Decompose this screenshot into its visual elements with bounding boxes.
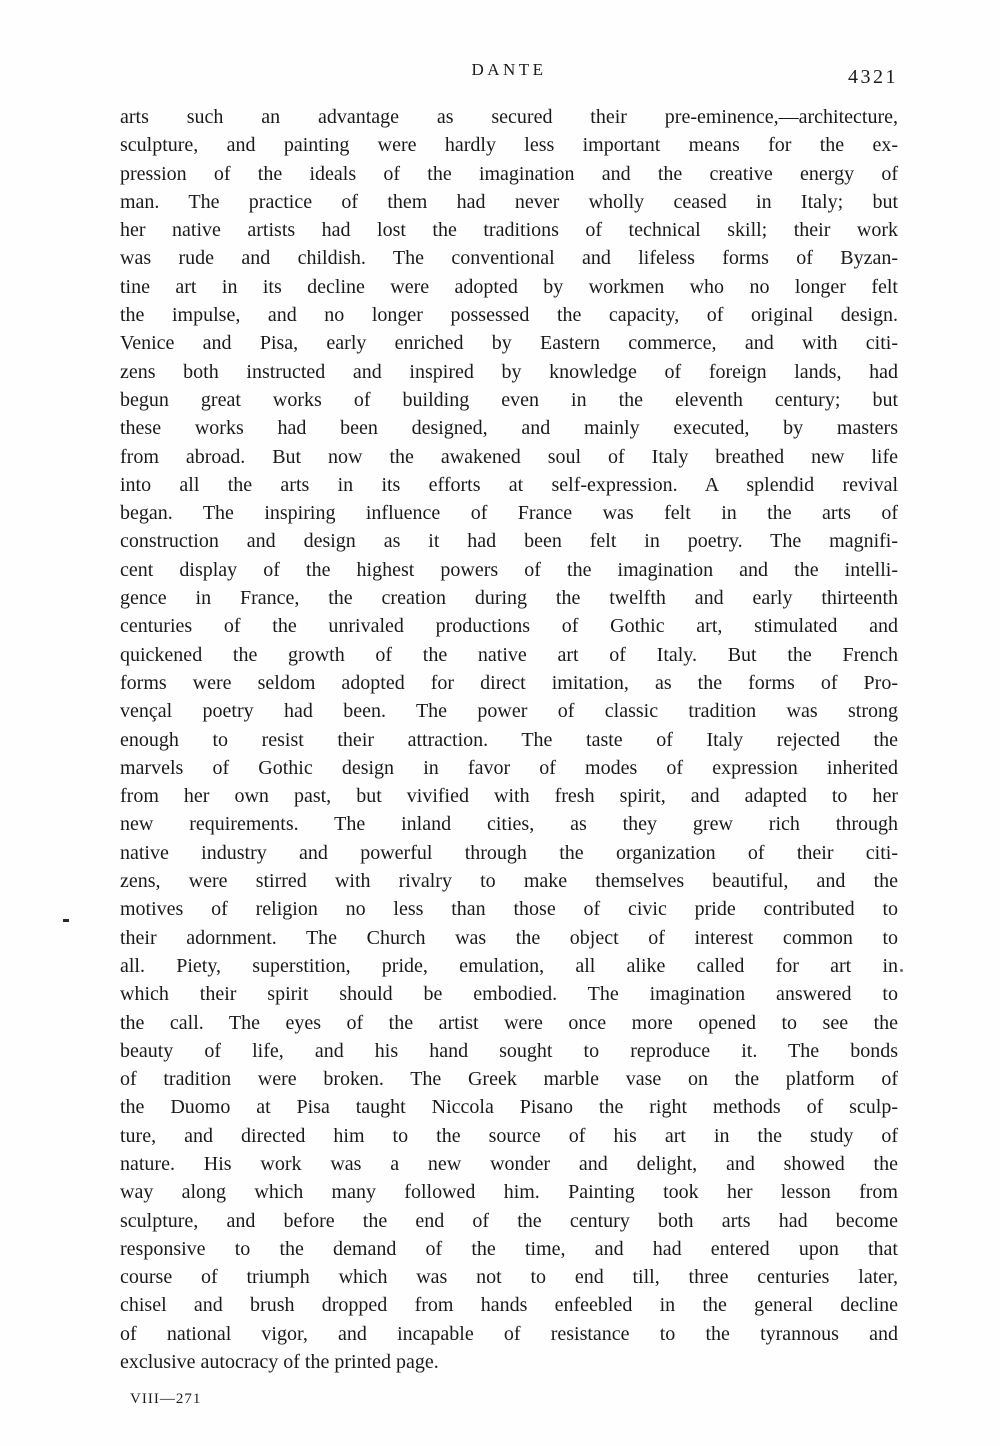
text-line: man. The practice of them had never wholly ceased in Italy; but <box>120 190 898 213</box>
text-line: from her own past, but vivified with fresh spirit, and adapted to her <box>120 785 898 808</box>
body-text <box>120 103 898 1376</box>
text-line: forms were seldom adopted for direct imitation, as the forms of Pro- <box>120 671 898 694</box>
text-line: the call. The eyes of the artist were once more opened to see the <box>120 1011 898 1034</box>
text-line: course of triumph which was not to end till, three centuries later, <box>120 1266 898 1289</box>
text-line: responsive to the demand of the time, and had entered upon that <box>120 1237 898 1260</box>
text-line: nature. His work was a new wonder and delight, and showed the <box>120 1152 898 1175</box>
text-line: new requirements. The inland cities, as they grew rich through <box>120 813 898 836</box>
text-line: quickened the growth of the native art of Italy. But the French <box>120 643 898 666</box>
text-line: tine art in its decline were adopted by workmen who no longer felt <box>120 275 898 298</box>
text-line: the impulse, and no longer possessed the capacity, of original design. <box>120 304 898 327</box>
text-line: Venice and Pisa, early enriched by Eastern commerce, and with citi- <box>120 332 898 355</box>
text-line: zens both instructed and inspired by knowledge of foreign lands, had <box>120 360 898 383</box>
text-line: native industry and powerful through the organization of their citi- <box>120 841 898 864</box>
page-number: 4321 <box>848 66 898 88</box>
ink-speck <box>63 919 69 922</box>
text-line: of national vigor, and incapable of resistance to the tyrannous and <box>120 1322 898 1345</box>
text-line: all. Piety, superstition, pride, emulation, all alike called for art in <box>120 954 898 977</box>
text-line: arts such an advantage as secured their pre-eminence,—architecture, <box>120 106 898 128</box>
running-head: DANTE <box>471 60 547 79</box>
text-line: was rude and childish. The conventional and lifeless forms of Byzan- <box>120 247 898 270</box>
text-line: of tradition were broken. The Greek marble vase on the platform of <box>120 1068 898 1091</box>
text-line: from abroad. But now the awakened soul of Italy breathed new life <box>120 445 898 468</box>
text-line: pression of the ideals of the imagination and the creative energy of <box>120 162 898 185</box>
signature-mark: VIII—271 <box>130 1391 202 1407</box>
text-line: her native artists had lost the traditions of technical skill; their work <box>120 219 898 242</box>
text-line: which their spirit should be embodied. The imagination answered to <box>120 983 898 1006</box>
ink-speck <box>900 969 903 972</box>
text-line: into all the arts in its efforts at self-expression. A splendid revival <box>120 473 898 496</box>
text-line: zens, were stirred with rivalry to make themselves beautiful, and the <box>120 870 898 893</box>
text-line: begun great works of building even in the eleventh century; but <box>120 388 898 411</box>
text-line: ture, and directed him to the source of his art in the study of <box>120 1124 898 1147</box>
text-line: motives of religion no less than those of civic pride contributed to <box>120 898 898 921</box>
text-line: the Duomo at Pisa taught Niccola Pisano the right methods of sculp- <box>120 1096 898 1119</box>
text-line: exclusive autocracy of the printed page. <box>120 1351 439 1374</box>
text-line: enough to resist their attraction. The taste of Italy rejected the <box>120 728 898 751</box>
text-line: gence in France, the creation during the twelfth and early thirteenth <box>120 587 898 610</box>
text-line: sculpture, and painting were hardly less important means for the ex- <box>120 134 898 157</box>
text-line: sculpture, and before the end of the century both arts had become <box>120 1209 898 1232</box>
text-line: construction and design as it had been felt in poetry. The magnifi- <box>120 530 898 553</box>
text-line: these works had been designed, and mainly executed, by masters <box>120 417 898 440</box>
text-line: beauty of life, and his hand sought to reproduce it. The bonds <box>120 1039 898 1062</box>
text-line: vençal poetry had been. The power of classic tradition was strong <box>120 700 898 723</box>
text-line: chisel and brush dropped from hands enfeebled in the general decline <box>120 1294 898 1317</box>
text-line: centuries of the unrivaled productions of Gothic art, stimulated and <box>120 615 898 638</box>
text-line: their adornment. The Church was the object of interest common to <box>120 926 898 949</box>
text-line: marvels of Gothic design in favor of modes of expression inherited <box>120 756 898 779</box>
text-line: way along which many followed him. Painting took her lesson from <box>120 1181 898 1204</box>
text-line: cent display of the highest powers of the imagination and the intelli- <box>120 558 898 581</box>
text-line: began. The inspiring influence of France was felt in the arts of <box>120 502 898 525</box>
